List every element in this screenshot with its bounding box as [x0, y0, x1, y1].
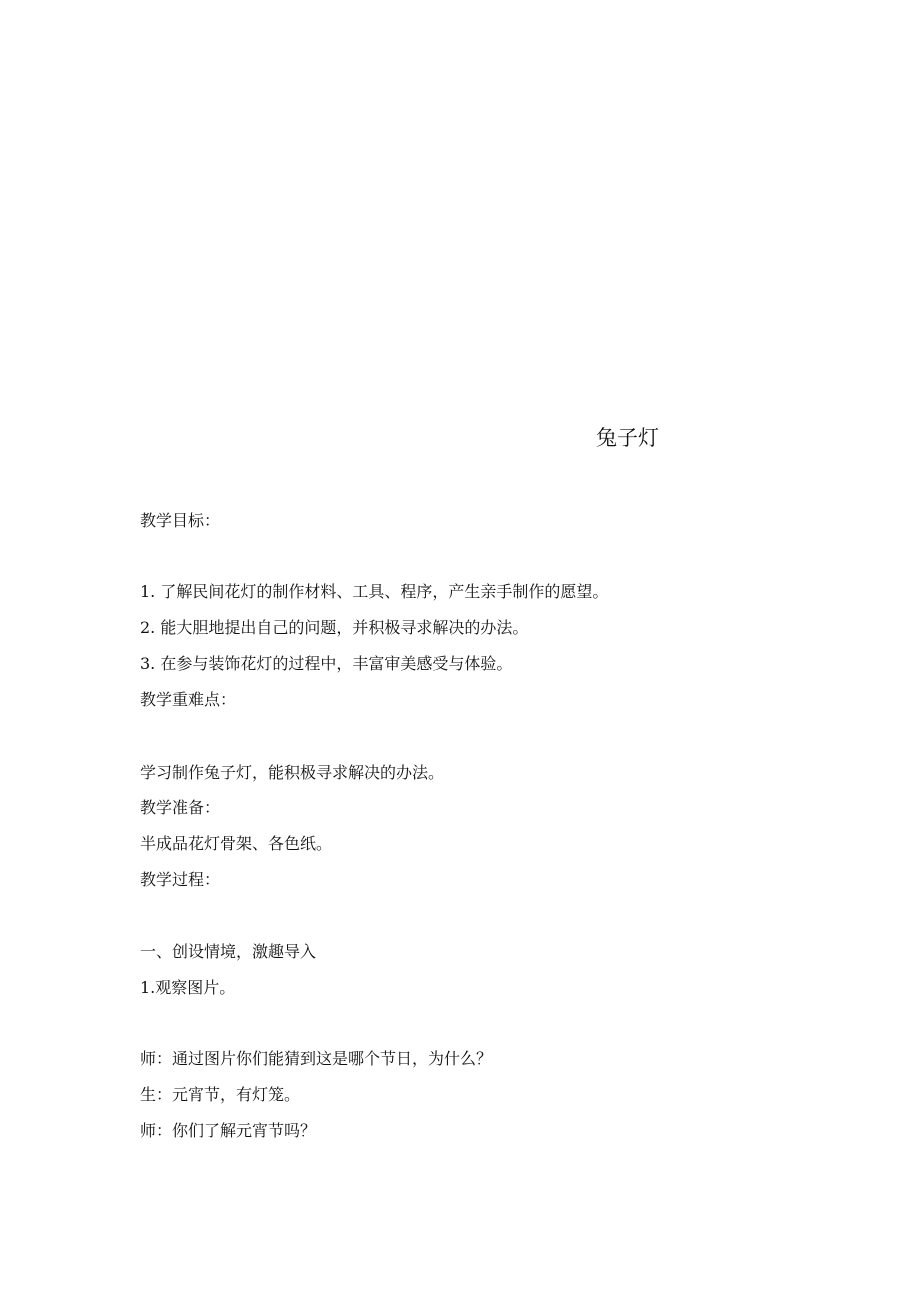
- dialogue-line-2: 生：元宵节，有灯笼。: [140, 1085, 301, 1104]
- preparation-text: 半成品花灯骨架、各色纸。: [140, 834, 333, 853]
- dialogue-line-3: 师：你们了解元宵节吗？: [140, 1121, 317, 1140]
- process-heading: 教学过程：: [140, 870, 221, 889]
- section-one-heading: 一、创设情境，激趣导入: [140, 942, 317, 961]
- preparation-heading: 教学准备：: [140, 798, 221, 817]
- objective-item-2: 2. 能大胆地提出自己的问题，并积极寻求解决的办法。: [140, 618, 529, 637]
- document-title: 兔子灯: [596, 426, 659, 450]
- step-one-text: 1.观察图片。: [140, 978, 236, 997]
- objectives-heading: 教学目标：: [140, 511, 221, 530]
- key-points-text: 学习制作兔子灯，能积极寻求解决的办法。: [140, 763, 445, 782]
- key-points-heading: 教学重难点：: [140, 690, 237, 709]
- objective-item-1: 1. 了解民间花灯的制作材料、工具、程序，产生亲手制作的愿望。: [140, 582, 609, 601]
- dialogue-line-1: 师：通过图片你们能猜到这是哪个节日，为什么？: [140, 1049, 493, 1068]
- objective-item-3: 3. 在参与装饰花灯的过程中，丰富审美感受与体验。: [140, 654, 513, 673]
